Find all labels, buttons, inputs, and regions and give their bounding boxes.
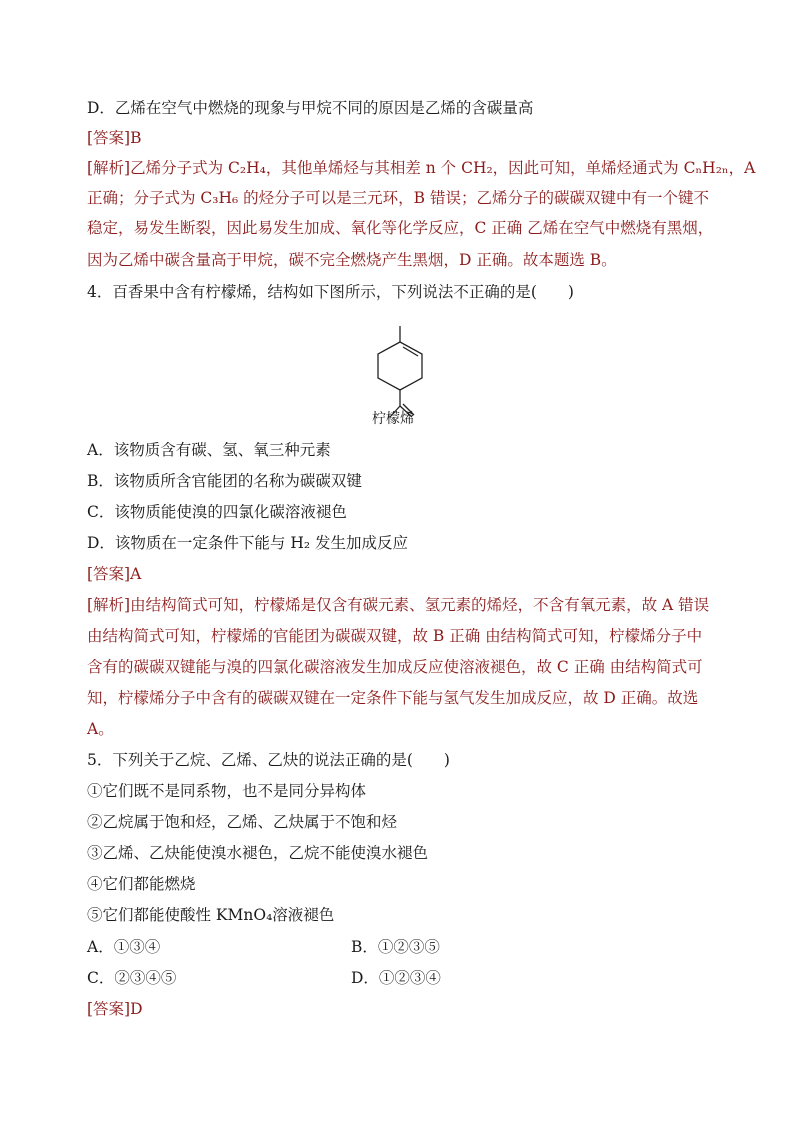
q3-analysis-line-1: [解析]乙烯分子式为 C₂H₄，其他单烯烃与其相差 n 个 CH₂，因此可知，单烯烃通式为 CₙH₂ₙ，A <box>87 159 756 177</box>
q5-statement-5: ⑤它们都能使酸性 KMnO₄溶液褪色 <box>87 906 335 924</box>
q3-option-d: D．乙烯在空气中燃烧的现象与甲烷不同的原因是乙烯的含碳量高 <box>87 99 534 117</box>
limonene-skeleton <box>378 326 422 417</box>
q3-analysis-line-2: 正确；分子式为 C₃H₆ 的烃分子可以是三元环，B 错误；乙烯分子的碳碳双键中有一个键不 <box>87 189 709 207</box>
q5-answer: [答案]D <box>87 1000 143 1018</box>
q4-answer: [答案]A <box>87 565 142 583</box>
q4-analysis-line-5: A。 <box>87 720 114 738</box>
q4-option-d: D．该物质在一定条件下能与 H₂ 发生加成反应 <box>87 534 409 552</box>
q3-analysis-line-4: 因为乙烯中碳含量高于甲烷，碳不完全燃烧产生黑烟，D 正确。故本题选 B。 <box>87 251 617 269</box>
q4-analysis-line-4: 知，柠檬烯分子中含有的碳碳双键在一定条件下能与氢气发生加成反应，故 D 正确。故选 <box>87 689 699 707</box>
q4-analysis-line-2: 由结构简式可知，柠檬烯的官能团为碳碳双键，故 B 正确 由结构简式可知，柠檬烯分子中 <box>87 627 703 645</box>
q4-option-c: C．该物质能使溴的四氯化碳溶液褪色 <box>87 503 347 521</box>
q4-stem: 4．百香果中含有柠檬烯，结构如下图所示，下列说法不正确的是( ) <box>87 283 574 301</box>
q5-option-c: C．②③④⑤ <box>87 969 177 987</box>
q5-statement-1: ①它们既不是同系物，也不是同分异构体 <box>87 782 367 800</box>
q3-analysis-line-3: 稳定，易发生断裂，因此易发生加成、氧化等化学反应，C 正确 乙烯在空气中燃烧有黑烟， <box>87 219 714 237</box>
q4-option-b: B．该物质所含官能团的名称为碳碳双键 <box>87 472 362 490</box>
q4-analysis-line-1: [解析]由结构简式可知，柠檬烯是仅含有碳元素、氢元素的烯烃，不含有氧元素，故 A 错误 <box>87 596 710 614</box>
q5-stem: 5．下列关于乙烷、乙烯、乙炔的说法正确的是( ) <box>87 751 450 769</box>
figure-caption: 柠檬烯 <box>372 411 414 427</box>
q5-statement-3: ③乙烯、乙炔能使溴水褪色，乙烷不能使溴水褪色 <box>87 844 429 862</box>
q4-analysis-line-3: 含有的碳碳双键能与溴的四氯化碳溶液发生加成反应使溶液褪色，故 C 正确 由结构简式可 <box>87 658 703 676</box>
q5-statement-2: ②乙烷属于饱和烃，乙烯、乙炔属于不饱和烃 <box>87 813 398 831</box>
q3-answer: [答案]B <box>87 129 142 147</box>
q5-option-d: D．①②③④ <box>351 969 441 987</box>
q5-statement-4: ④它们都能燃烧 <box>87 875 196 893</box>
q5-option-a: A．①③④ <box>87 938 161 956</box>
q4-option-a: A．该物质含有碳、氢、氧三种元素 <box>87 441 331 459</box>
q5-option-b: B．①②③⑤ <box>351 938 440 956</box>
